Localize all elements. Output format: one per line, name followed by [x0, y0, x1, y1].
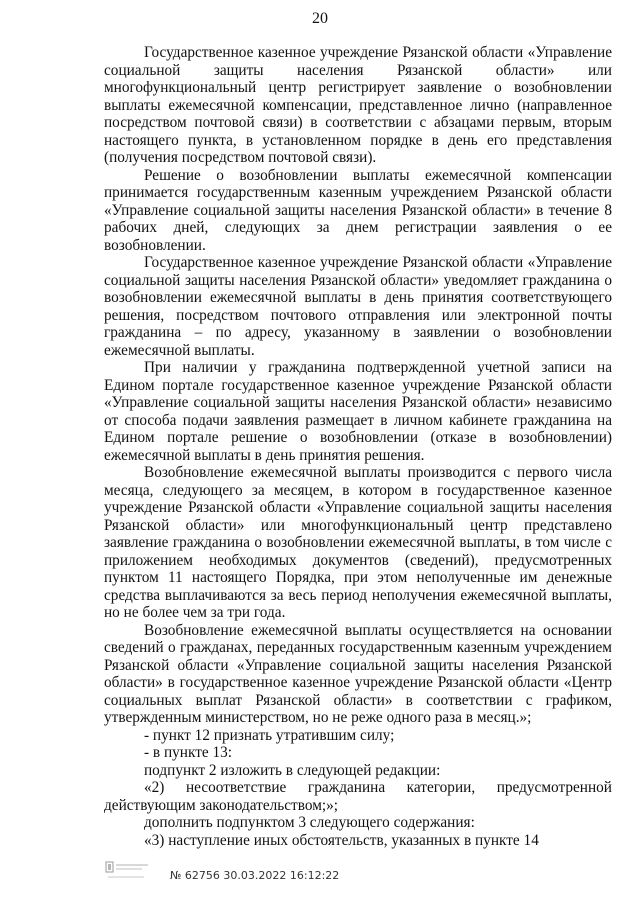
paragraph: «3) наступление иных обстоятельств, указанных в пункте 14 [144, 831, 539, 849]
paragraph: Государственное казенное учреждение Рязанской области «Управление социальной защиты населения Рязанской области» или многофункциональный центр регистрирует заявление о возобновлении выплаты ежемесячной компенсации, представленное лично (направленное посредством почтовой связи) в соответствии с абзацами первым, вторым настоящего пункта, в установленном порядке в день его представления (получения посредством почтовой связи). [104, 44, 612, 166]
paragraph: Государственное казенное учреждение Рязанской области «Управление социальной защиты населения Рязанской области» уведомляет гражданина о возобновлении ежемесячной выплаты в день принятия соответствующего решения, посредством почтового отправления или электронной почты гражданина – по адресу, указанному в заявлении о возобновлении ежемесячной выплаты. [104, 254, 612, 359]
paragraph: подпункт 2 изложить в следующей редакции: [144, 761, 441, 779]
document-body [104, 44, 612, 849]
paragraph: - в пункте 13: [144, 744, 233, 761]
paragraph: Возобновление ежемесячной выплаты осуществляется на основании сведений о гражданах, переданных государственным казенным учреждением Рязанской области «Управление социальной защиты населения Рязанской области» в государственное казенное учреждение Рязанской области «Центр социальных выплат Рязанской области» в соответствии с графиком, утвержденным министерством, но не реже одного раза в месяц.»; [104, 621, 612, 726]
paragraph: дополнить подпунктом 3 следующего содержания: [144, 814, 475, 831]
paragraph: Возобновление ежемесячной выплаты производится с первого числа месяца, следующего за месяцем, в котором в государственное казенное учреждение Рязанской области «Управление социальной защиты населения Рязанской области» или многофункциональный центр представлено заявление гражданина о возобновлении ежемесячной выплаты, в том числе с приложением необходимых документов (сведений), предусмотренных пунктом 11 настоящего Порядка, при этом неполученные им денежные средства выплачиваются за весь период неполучения ежемесячной выплаты, но не более чем за три года. [104, 464, 612, 621]
registry-stamp-logo [104, 852, 156, 886]
page-number: 20 [312, 10, 328, 27]
registry-logo-icon [104, 860, 154, 884]
document-registration-number: № 62756 30.03.2022 16:12:22 [170, 869, 340, 882]
paragraph: «2) несоответствие гражданина категории, предусмотренной действующим законодательством;»; [104, 779, 612, 814]
paragraph: При наличии у гражданина подтвержденной учетной записи на Едином портале государственное казенное учреждение Рязанской области «Управление социальной защиты населения Рязанской области» независимо от способа подачи заявления размещает в личном кабинете гражданина на Едином портале решение о возобновлении (отказе в возобновлении) ежемесячной выплаты в день принятия решения. [104, 359, 612, 464]
paragraph: Решение о возобновлении выплаты ежемесячной компенсации принимается государственным казенным учреждением Рязанской области «Управление социальной защиты населения Рязанской области» в течение 8 рабочих дней, следующих за днем регистрации заявления о ее возобновлении. [104, 166, 612, 254]
paragraph: - пункт 12 признать утратившим силу; [144, 726, 395, 744]
